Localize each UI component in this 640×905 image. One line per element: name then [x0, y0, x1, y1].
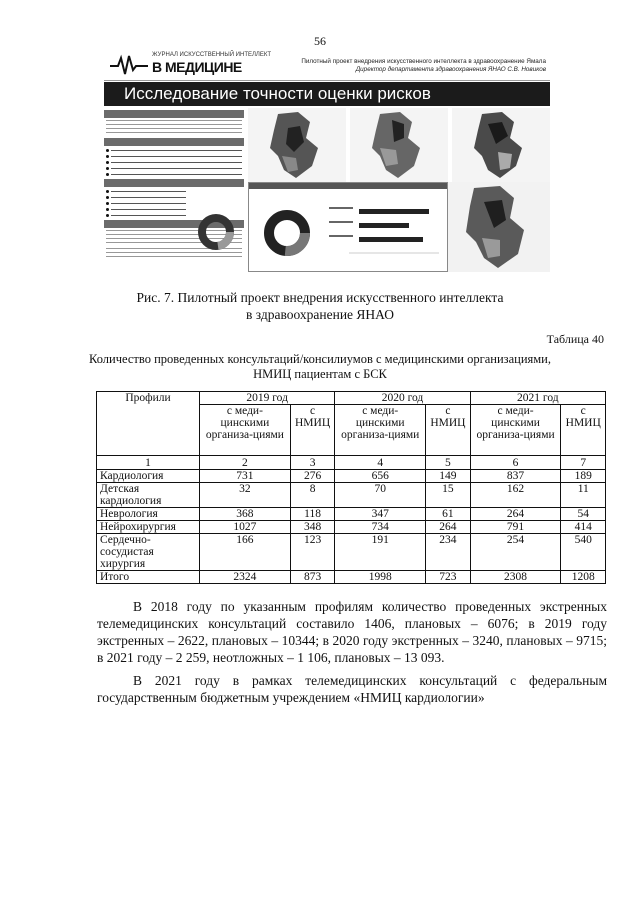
poster-banner: Исследование точности оценки рисков	[104, 82, 550, 106]
text-block	[106, 120, 242, 136]
table-row: Кардиология 731 276 656 149 837 189	[97, 470, 606, 483]
poster-left-column	[104, 108, 244, 272]
subheader-orgs: с меди-цинскими организа-циями	[470, 405, 561, 456]
region-map	[248, 108, 346, 182]
table-row: Неврология 368 118 347 61 264 54	[97, 508, 606, 521]
header-year: 2020 год	[335, 392, 470, 405]
figure-poster	[104, 50, 550, 272]
page-number: 56	[314, 34, 326, 48]
map-panels	[248, 108, 550, 182]
bullet-list	[106, 148, 242, 177]
region-map	[452, 108, 550, 182]
heartbeat-icon	[110, 54, 148, 76]
table-title: Количество проведенных консультаций/консилиумов с медицинскими организациями, НМИЦ пациентам с БСК	[89, 352, 551, 381]
table-row-total: Итого 2324 873 1998 723 2308 1208	[97, 571, 606, 584]
figure-caption: Рис. 7. Пилотный проект внедрения искусственного интеллекта в здравоохранение ЯНАО	[136, 290, 504, 322]
bullet-list	[106, 189, 186, 218]
poster-header	[104, 50, 550, 81]
subheader-nmic: с НМИЦ	[561, 405, 606, 456]
consultations-table	[96, 391, 606, 584]
stats-panel	[248, 182, 448, 272]
section-header	[104, 179, 244, 187]
table-row: Детская кардиология 32 8 70 15 162 11	[97, 483, 606, 508]
body-paragraph: В 2021 году в рамках телемедицинских консультаций с федеральным государственным бюджетным учреждением «НМИЦ кардиологии»	[97, 673, 607, 705]
table-row: Нейрохирургия 1027 348 734 264 791 414	[97, 521, 606, 534]
journal-logo: ЖУРНАЛ ИСКУССТВЕННЫЙ ИНТЕЛЛЕКТ В МЕДИЦИНЕ	[152, 52, 272, 75]
stats-graphics	[249, 189, 447, 271]
subheader-nmic: с НМИЦ	[426, 405, 471, 456]
poster-subtitle: Пилотный проект внедрения искусственного интеллекта в здравоохранение Ямала Директор департамента здравоохранения ЯНАО С.В. Новиков	[301, 58, 546, 73]
donut-chart-icon	[196, 212, 236, 252]
subheader-orgs: с меди-цинскими организа-циями	[335, 405, 426, 456]
subheader-orgs: с меди-цинскими организа-циями	[200, 405, 291, 456]
map-icon	[248, 108, 346, 182]
header-year: 2021 год	[470, 392, 605, 405]
header-year: 2019 год	[200, 392, 335, 405]
map-icon	[448, 182, 550, 272]
region-map	[448, 182, 550, 272]
region-map	[350, 108, 448, 182]
section-header	[104, 110, 244, 118]
table-label: Таблица 40	[546, 332, 604, 346]
header-profile: Профили	[97, 392, 200, 456]
section-header	[104, 138, 244, 146]
map-icon	[350, 108, 448, 182]
map-icon	[452, 108, 550, 182]
subheader-nmic: с НМИЦ	[290, 405, 335, 456]
table-row: Сердечно-сосудистая хирургия 166 123 191 234 254 540	[97, 534, 606, 571]
column-number-row: 1 2 3 4 5 6 7	[97, 456, 606, 470]
body-paragraph: В 2018 году по указанным профилям количество проведенных экстренных телемедицинских консультаций составило 1406, плановых – 6076; в 2019 году экстренных – 2622, плановых – 10344; в 2020 году экстренных – 3240, плановых – 9715; в 2021 году – 2 259, неотложных – 1 106, плановых – 13 093.	[97, 599, 607, 665]
